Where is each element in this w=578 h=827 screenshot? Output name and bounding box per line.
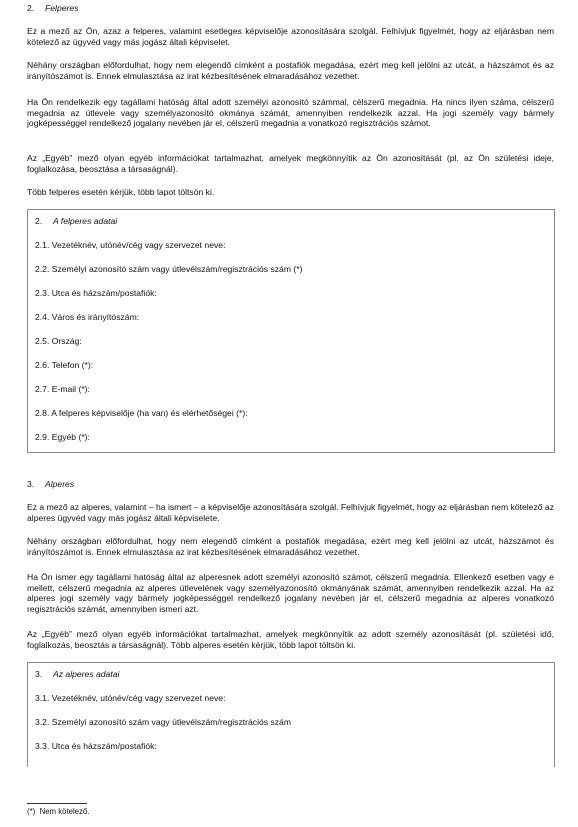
footnote-text: Nem kötelező. — [39, 807, 90, 816]
section-2-paragraph-1: Ez a mező az Ön, azaz a felperes, valamint esetleges képviselője azonosítására szolgál. Felhívjuk figyelmét, hogy az eljárásban nem kötelező az ügyvéd vagy más jogász általi képviselet. — [27, 26, 554, 47]
section-3-paragraph-3: Ha Ön ismer egy tagállami hatóság által az alperesnek adott személyi azonosító számot, célszerű megadnia. Ellenkező esetben vagy e mellett, célszerű megadnia az alperes útlevelének vagy személyazonosító okmányának számát, amennyiben rendelkezik azzal. Ha az alperes jogi személy vagy bármely jogképességgel rendelkező jogalany nevében jár el, célszerű megadnia az alperes vonatkozó regisztrációs számát, amennyiben ismeri azt. — [27, 572, 554, 614]
defendant-box-title: Az alperes adatai — [53, 669, 120, 679]
section-2-heading — [27, 3, 78, 14]
plaintiff-street-field[interactable]: 2.3. Utca és házszám/postafiók: — [35, 288, 157, 298]
plaintiff-email-field[interactable]: 2.7. E-mail (*): — [35, 384, 90, 394]
section-2-paragraph-2: Néhány országban előfordulhat, hogy nem elegendő címként a postafiók megadása, ezért meg kell jelölni az utcát, a házszámot és az irányítószámot is. Ennek elmulasztása az irat kézbesítésének elmaradásához vezethet. — [27, 60, 554, 81]
footnote — [27, 807, 89, 818]
section-2-paragraph-5: Több felperes esetén kérjük, több lapot töltsön ki. — [27, 187, 215, 197]
section-2-paragraph-3: Ha Ön rendelkezik egy tagállami hatóság által adott személyi azonosító számmal, célszerű megadnia. Ha nincs ilyen száma, célszerű megadnia az útlevele vagy személyazonosító okmánya számát, amennyiben rendelkezik azzal. Ha jogi személy vagy bármely jogképességgel rendelkező jogalany nevében jár el, célszerű megadnia a vonatkozó regisztrációs számot. — [27, 97, 554, 129]
defendant-data-box — [27, 662, 555, 767]
plaintiff-box-number: 2. — [35, 216, 43, 226]
plaintiff-id-number-field[interactable]: 2.2. Személyi azonosító szám vagy útlevélszám/regisztrációs szám (*) — [35, 264, 303, 274]
section-2-number: 2. — [27, 3, 35, 13]
section-2-title: Felperes — [45, 3, 79, 13]
defendant-box-number: 3. — [35, 669, 43, 679]
section-3-number: 3. — [27, 479, 35, 489]
section-3-title: Alperes — [45, 479, 75, 489]
plaintiff-other-field[interactable]: 2.9. Egyéb (*): — [35, 432, 90, 442]
plaintiff-data-box — [27, 209, 555, 453]
footnote-separator — [27, 803, 87, 804]
defendant-name-field[interactable]: 3.1. Vezetéknév, utónév/cég vagy szervezet neve: — [35, 693, 226, 703]
section-2-paragraph-4: Az „Egyéb” mező olyan egyéb információkat tartalmazhat, amelyek megkönnyítik az Ön azonosítását (pl. az Ön születési ideje, foglalkozása, beosztása a társaságnál). — [27, 153, 554, 174]
section-3-paragraph-1: Ez a mező az alperes, valamint – ha ismert – a képviselője azonosítására szolgál. Felhívjuk figyelmét, hogy az eljárásban nem kötelező az alperes ügyvéd vagy más jogász általi képviselete. — [27, 502, 554, 523]
plaintiff-country-field[interactable]: 2.5. Ország: — [35, 336, 82, 346]
plaintiff-box-title: A felperes adatai — [53, 216, 118, 226]
section-3-paragraph-2: Néhány országban előfordulhat, hogy nem elegendő címként a postafiók megadása, ezért meg kell jelölni az utcát, házszámot és irányítószámot is. Ennek elmulasztása az irat kézbesítésének elmaradásához vezethet. — [27, 536, 554, 557]
defendant-id-number-field[interactable]: 3.2. Személyi azonosító szám vagy útlevélszám/regisztrációs szám — [35, 717, 291, 727]
plaintiff-name-field[interactable]: 2.1. Vezetéknév, utónév/cég vagy szervezet neve: — [35, 240, 226, 250]
footnote-marker: (*) — [27, 807, 36, 816]
defendant-street-field[interactable]: 3.3. Utca és házszám/postafiók: — [35, 741, 157, 751]
plaintiff-phone-field[interactable]: 2.6. Telefon (*): — [35, 360, 94, 370]
plaintiff-city-field[interactable]: 2.4. Város és irányítószám: — [35, 312, 140, 322]
section-3-paragraph-4: Az „Egyéb” mező olyan egyéb információkat tartalmazhat, amelyek megkönnyítik az adott személy azonosítását (pl. születési idő, foglalkozás, beosztás a társaságnál). Több alperes esetén kérjük, több lapot töltsön ki. — [27, 629, 554, 650]
plaintiff-box-heading — [35, 216, 117, 227]
section-3-heading — [27, 479, 74, 490]
plaintiff-representative-field[interactable]: 2.8. A felperes képviselője (ha van) és elérhetőségei (*): — [35, 408, 248, 418]
defendant-box-heading — [35, 669, 119, 680]
